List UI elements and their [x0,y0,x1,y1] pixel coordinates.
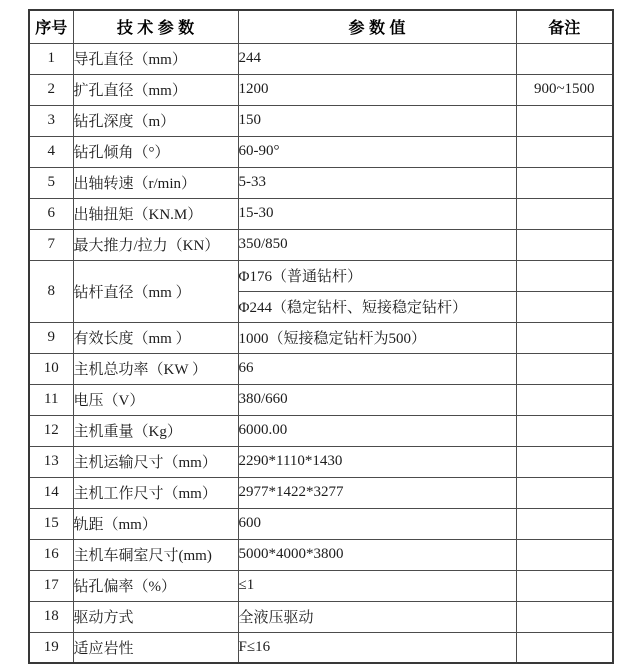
row-value: Φ244（稳定钻杆、短接稳定钻杆） [238,291,516,322]
row-value: 380/660 [238,384,516,415]
col-header-remark: 备注 [516,10,613,43]
row-value: 5-33 [238,167,516,198]
row-remark [516,260,613,291]
row-remark [516,446,613,477]
row-value: 60-90° [238,136,516,167]
row-index: 1 [29,43,73,74]
row-remark [516,105,613,136]
table-row [29,322,613,353]
row-param: 最大推力/拉力（KN） [73,229,238,260]
row-index: 18 [29,601,73,632]
row-value: 150 [238,105,516,136]
table-row [29,136,613,167]
table-row [29,508,613,539]
header-row [29,10,613,43]
row-remark [516,291,613,322]
row-value: 244 [238,43,516,74]
table-row [29,74,613,105]
row-index: 5 [29,167,73,198]
table-row [29,198,613,229]
col-header-index: 序号 [29,10,73,43]
row-value: 5000*4000*3800 [238,539,516,570]
col-header-param: 技 术 参 数 [73,10,238,43]
table-row [29,167,613,198]
row-remark [516,384,613,415]
row-index: 4 [29,136,73,167]
row-param: 钻杆直径（mm ） [73,260,238,322]
row-remark [516,477,613,508]
row-param: 导孔直径（mm） [73,43,238,74]
row-remark [516,167,613,198]
table-row [29,539,613,570]
table-row [29,632,613,663]
row-param: 轨距（mm） [73,508,238,539]
row-param: 扩孔直径（mm） [73,74,238,105]
spec-table [28,9,614,664]
row-remark [516,570,613,601]
row-index: 14 [29,477,73,508]
row-index: 11 [29,384,73,415]
row-remark [516,632,613,663]
row-param: 驱动方式 [73,601,238,632]
table-row [29,353,613,384]
row-index: 12 [29,415,73,446]
row-index: 10 [29,353,73,384]
row-param: 主机车硐室尺寸(mm) [73,539,238,570]
table-row [29,260,613,291]
spec-table-container [28,9,614,664]
row-value: ≤1 [238,570,516,601]
row-index: 15 [29,508,73,539]
row-index: 7 [29,229,73,260]
row-index: 3 [29,105,73,136]
row-index: 19 [29,632,73,663]
row-param: 电压（V） [73,384,238,415]
table-row [29,415,613,446]
row-value: 2290*1110*1430 [238,446,516,477]
row-remark: 900~1500 [516,74,613,105]
row-value: Φ176（普通钻杆） [238,260,516,291]
row-param: 有效长度（mm ） [73,322,238,353]
col-header-value: 参 数 值 [238,10,516,43]
row-value: 2977*1422*3277 [238,477,516,508]
row-remark [516,415,613,446]
row-remark [516,322,613,353]
row-remark [516,136,613,167]
row-value: 1200 [238,74,516,105]
table-row [29,477,613,508]
row-remark [516,601,613,632]
row-remark [516,353,613,384]
row-param: 出轴扭矩（KN.M） [73,198,238,229]
table-row [29,384,613,415]
table-row [29,570,613,601]
row-remark [516,539,613,570]
row-remark [516,508,613,539]
row-param: 主机总功率（KW ） [73,353,238,384]
row-index: 6 [29,198,73,229]
row-value: F≤16 [238,632,516,663]
row-param: 出轴转速（r/min） [73,167,238,198]
row-param: 主机运输尺寸（mm） [73,446,238,477]
row-param: 主机重量（Kg） [73,415,238,446]
row-index: 8 [29,260,73,322]
row-value: 6000.00 [238,415,516,446]
row-remark [516,43,613,74]
row-param: 钻孔深度（m） [73,105,238,136]
table-row [29,43,613,74]
table-row [29,229,613,260]
row-remark [516,229,613,260]
row-index: 2 [29,74,73,105]
row-value: 1000（短接稳定钻杆为500） [238,322,516,353]
row-value: 15-30 [238,198,516,229]
row-value: 66 [238,353,516,384]
row-remark [516,198,613,229]
row-index: 16 [29,539,73,570]
table-row [29,601,613,632]
row-param: 钻孔倾角（°） [73,136,238,167]
row-value: 350/850 [238,229,516,260]
row-index: 9 [29,322,73,353]
row-param: 适应岩性 [73,632,238,663]
row-value: 600 [238,508,516,539]
row-param: 钻孔偏率（%） [73,570,238,601]
row-value: 全液压驱动 [238,601,516,632]
table-row [29,446,613,477]
row-param: 主机工作尺寸（mm） [73,477,238,508]
table-row [29,105,613,136]
row-index: 13 [29,446,73,477]
row-index: 17 [29,570,73,601]
